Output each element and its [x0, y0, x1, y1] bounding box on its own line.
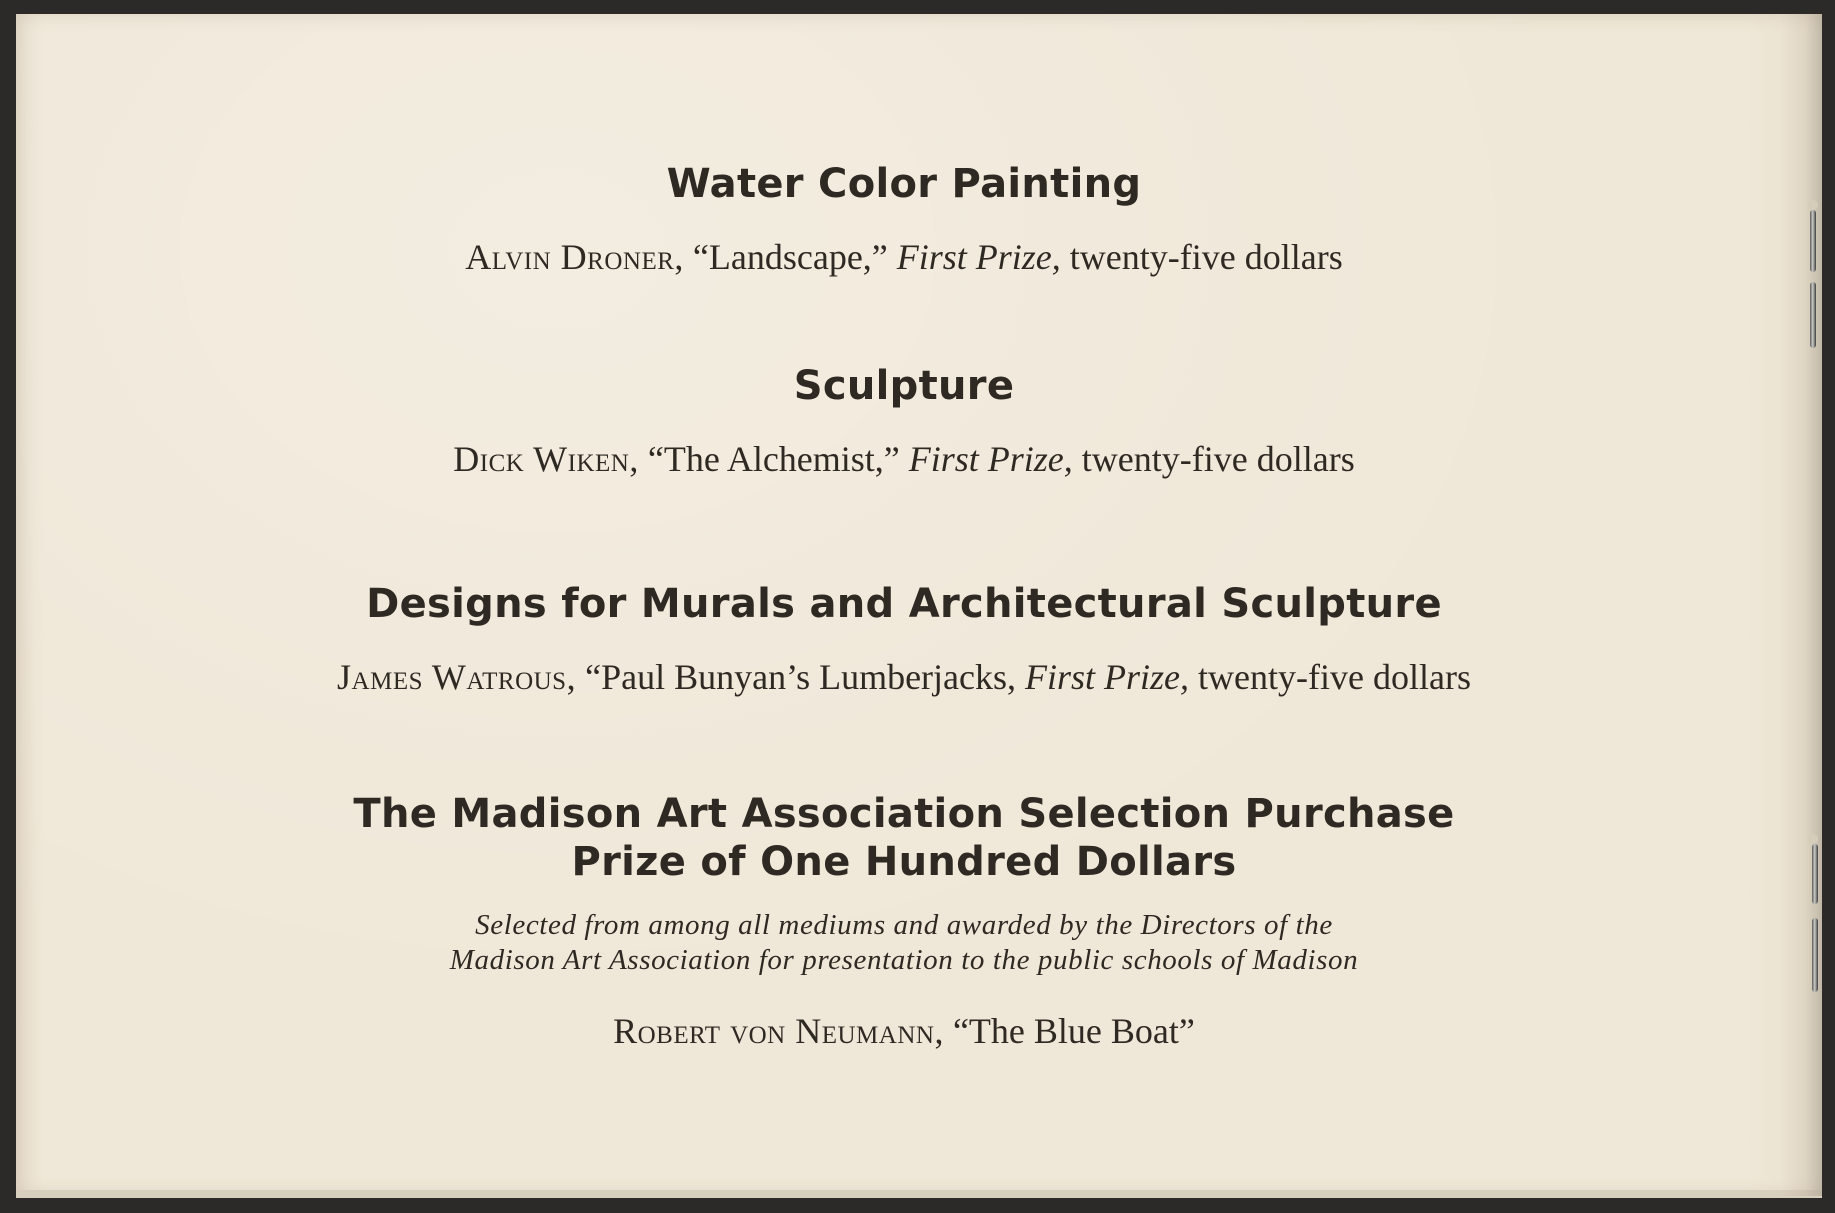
purchase-prize-heading-line-2: Prize of One Hundred Dollars [571, 839, 1237, 885]
purchase-prize-note [280, 908, 1528, 978]
section-heading-water-color: Water Color Painting [666, 161, 1142, 207]
artist-name: James Watrous, [337, 657, 577, 697]
purchase-prize-heading-line-1: The Madison Art Association Selection Purchase [353, 791, 1455, 837]
purchase-prize-note-line-1: Selected from among all mediums and awarded by the Directors of the [475, 909, 1333, 941]
purchase-prize-heading [280, 790, 1528, 886]
prize-amount: twenty-five dollars [1081, 439, 1355, 479]
artwork-title: “Landscape,” [692, 237, 888, 277]
section-heading-murals: Designs for Murals and Architectural Sculpture [366, 581, 1442, 627]
artwork-title: “Paul Bunyan’s Lumberjacks, [585, 657, 1017, 697]
prize-amount: twenty-five dollars [1198, 657, 1471, 697]
artist-name: Dick Wiken, [453, 439, 639, 479]
artwork-title: “The Blue Boat” [952, 1011, 1195, 1051]
artist-name: Robert von Neumann, [613, 1011, 944, 1051]
award-entry-water-color [200, 236, 1608, 279]
prize-rank: First Prize, [1025, 657, 1190, 697]
purchase-prize-note-line-2: Madison Art Association for presentation to the public schools of Madison [449, 943, 1359, 976]
artwork-title: “The Alchemist,” [647, 439, 900, 479]
award-entry-murals [200, 656, 1608, 699]
artist-name: Alvin Droner, [465, 237, 684, 277]
prize-amount: twenty-five dollars [1069, 237, 1343, 277]
section-heading-sculpture: Sculpture [793, 363, 1015, 409]
award-entry-sculpture [200, 438, 1608, 481]
award-entry-purchase-prize [200, 1010, 1608, 1053]
prize-rank: First Prize, [908, 439, 1073, 479]
prize-rank: First Prize, [896, 237, 1061, 277]
